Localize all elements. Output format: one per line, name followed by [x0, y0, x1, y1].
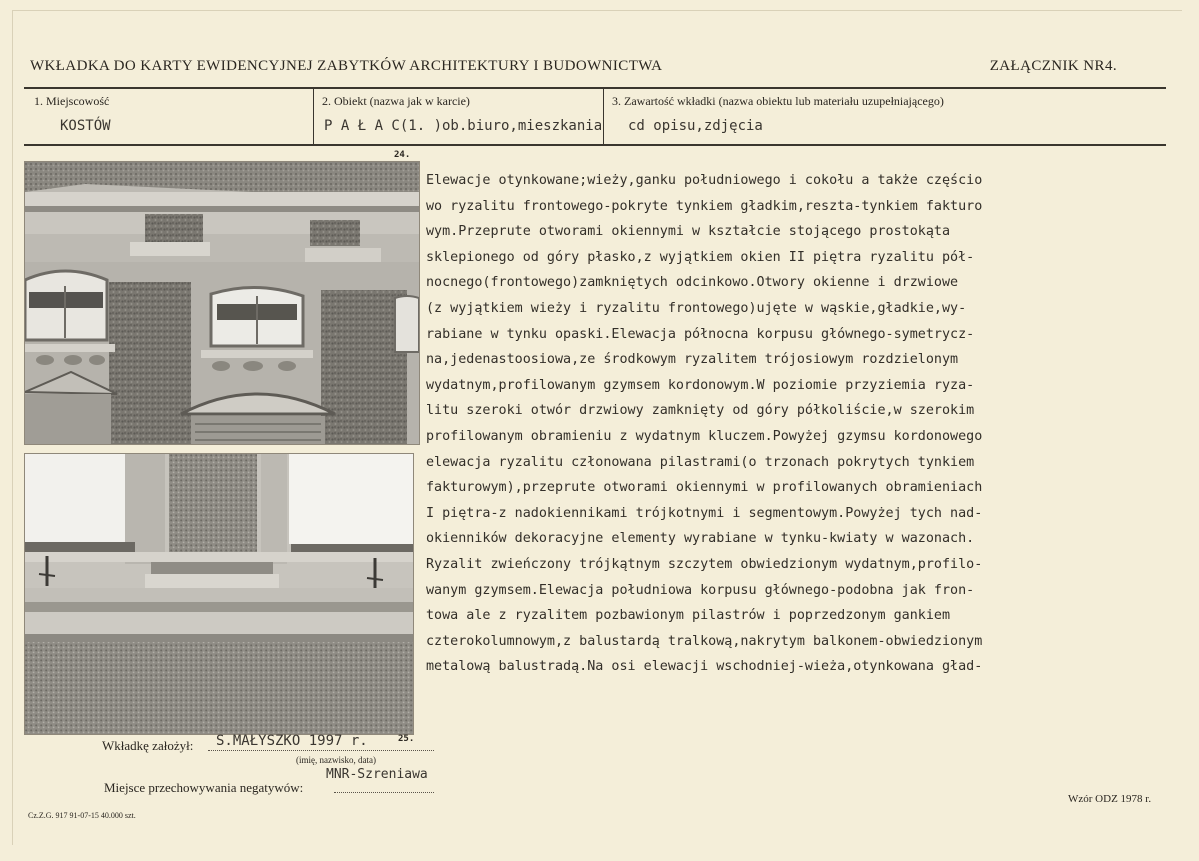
negatives-dotted-line	[334, 792, 434, 793]
locality-label: 1. Miejscowość	[34, 94, 110, 108]
description-line: czterokolumnowym,z balustardą tralkową,nakrytym balkonem-obwiedzionym	[426, 633, 983, 649]
description-line: wydatnym,profilowanym gzymsem kordonowym.W poziomie przyziemia ryza-	[426, 377, 975, 393]
description-line: wym.Przeprute otworami okiennymi w kształcie stojącego prostokąta	[426, 224, 951, 240]
created-by-value: S.MAŁYSZKO 1997 r.	[216, 733, 368, 749]
description-line: (z wyjątkiem wieży i ryzalitu frontowego)ujęte w wąskie,gładkie,wy-	[426, 300, 967, 316]
description-line: Elewacje otynkowane;wieży,ganku południowego i cokołu a także częścio	[426, 173, 983, 188]
photo-number-top: 24.	[394, 150, 411, 160]
card-edge-top	[12, 10, 1182, 11]
created-by-label: Wkładkę założył:	[102, 738, 194, 753]
document-title: WKŁADKA DO KARTY EWIDENCYJNEJ ZABYTKÓW ARCHITEKTURY I BUDOWNICTWA	[30, 58, 663, 74]
card-edge-left	[12, 10, 13, 845]
description-line: metalową balustradą.Na osi elewacji wschodniej-wieża,otynkowana gład-	[426, 659, 983, 675]
description-line: sklepionego od góry płasko,z wyjątkiem okien II piętra ryzalitu pół-	[426, 249, 975, 265]
locality-value: KOSTÓW	[60, 118, 111, 134]
description-text	[426, 168, 1166, 680]
facade-photo-upper	[24, 161, 420, 445]
description-line: nocnego(frontowego)zamkniętych odcinkowo.Otwory okienne i drzwiowe	[426, 275, 959, 291]
description-line: rabiane w tynku opaski.Elewacja północna korpusu głównego-symetrycz-	[426, 326, 975, 342]
facade-photo-lower	[24, 453, 414, 735]
form-model: Wzór ODZ 1978 r.	[1068, 793, 1152, 805]
object-value: P A Ł A C(1. )ob.biuro,mieszkania	[324, 118, 603, 134]
description-line: fakturowym),przeprute otworami okiennymi w profilowanych obramieniach	[426, 480, 983, 496]
description-line: I piętra-z nadokiennikami trójkotnymi i segmentowym.Powyżej tych nad-	[426, 505, 983, 521]
description-line: Ryzalit zwieńczony trójkątnym szczytem obwiedzionym wydatnym,profilo-	[426, 556, 983, 572]
header-rule-bottom	[24, 144, 1166, 146]
object-label: 2. Obiekt (nazwa jak w karcie)	[322, 94, 470, 108]
description-line: elewacja ryzalitu członowana pilastrami(o trzonach pokrytych tynkiem	[426, 454, 975, 470]
contents-value: cd opisu,zdjęcia	[628, 118, 763, 134]
contents-label: 3. Zawartość wkładki (nazwa obiektu lub materiału uzupełniającego)	[612, 94, 944, 108]
attachment-number: ZAŁĄCZNIK NR4.	[989, 58, 1117, 74]
description-line: wo ryzalitu frontowego-pokryte tynkiem gładkim,reszta-tynkiem fakturo	[426, 198, 983, 214]
description-line: towa ale z ryzalitem pozbawionym pilastrów i poprzedzonym gankiem	[426, 608, 951, 624]
description-line: profilowanym obramieniu z wydatnym kluczem.Powyżej gzymsu kordonowego	[426, 428, 983, 444]
description-line: na,jedenastoosiowa,ze środkowym ryzalitem trójosiowym rozdzielonym	[426, 352, 959, 368]
facade-photo-upper-image	[25, 162, 419, 444]
negatives-location-value: MNR-Szreniawa	[326, 767, 428, 782]
negatives-location-label: Miejsce przechowywania negatywów:	[104, 780, 304, 795]
photo-number-bottom: 25.	[398, 734, 415, 744]
created-by-dotted-line	[208, 750, 434, 751]
description-line: wanym gzymsem.Elewacja południowa korpusu głównego-podobna jak fron-	[426, 582, 975, 598]
field-divider-2	[603, 89, 604, 145]
print-code: Cz.Z.G. 917 91-07-15 40.000 szt.	[28, 811, 136, 820]
facade-photo-lower-image	[25, 454, 413, 734]
created-by-hint: (imię, nazwisko, data)	[296, 755, 376, 765]
field-divider-1	[313, 89, 314, 145]
description-line: okienników dekoracyjne elementy wyrabiane w tynku-kwiaty w wazonach.	[426, 531, 975, 547]
description-line: litu szeroki otwór drzwiowy zamknięty od góry półkoliście,w szerokim	[426, 403, 975, 419]
header-rule-top	[24, 87, 1166, 89]
